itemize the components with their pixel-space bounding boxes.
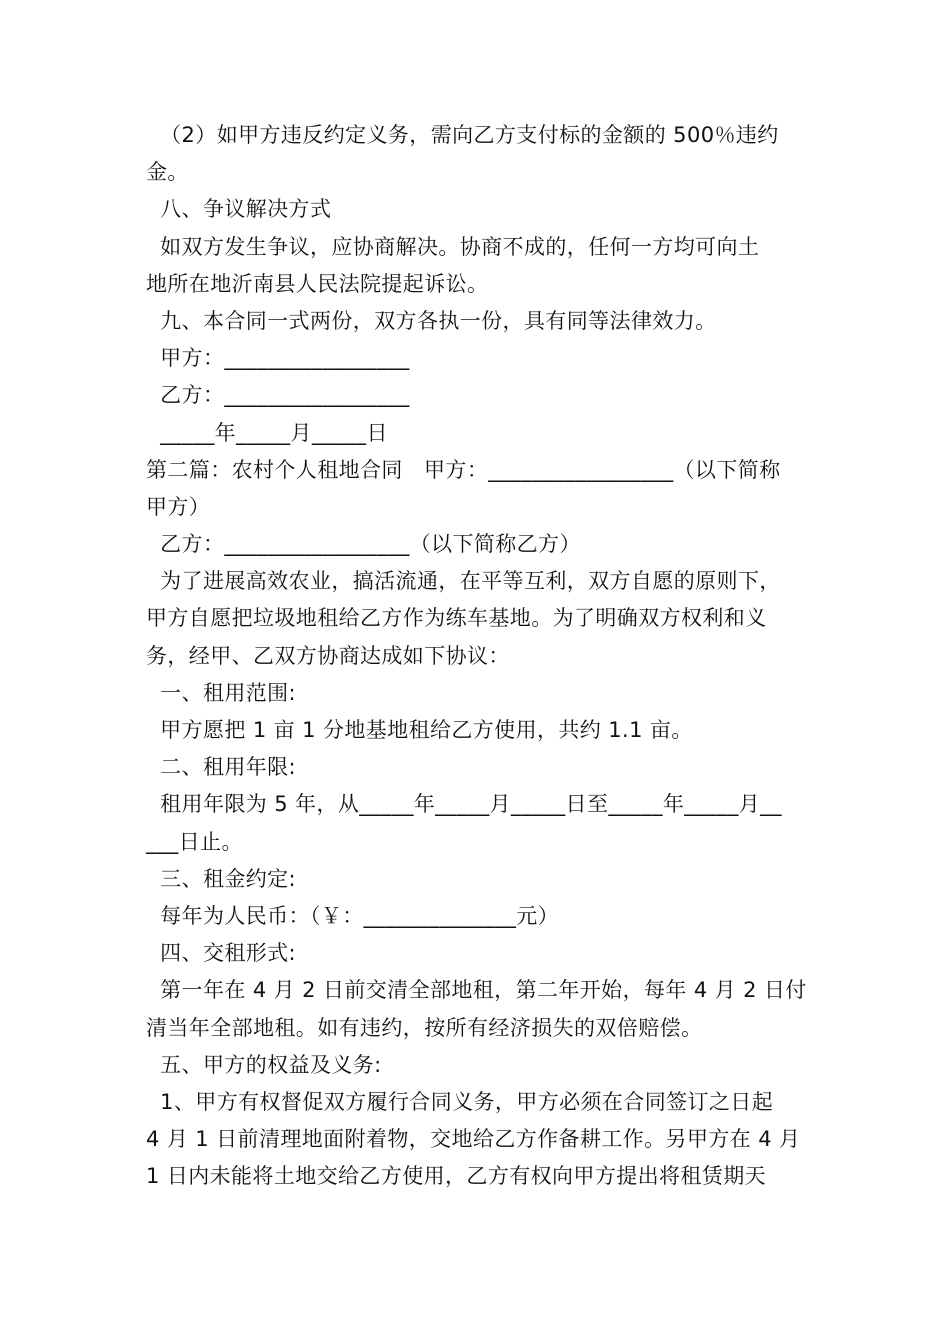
- section-heading: 三、租金约定:: [146, 866, 297, 891]
- text-line: （2）如甲方违反约定义务，需向乙方支付标的金额的 500％违约: [146, 123, 779, 147]
- chapter-title: 第二篇：农村个人租地合同 甲方：_________________（以下简称: [146, 457, 781, 482]
- text-line: 地所在地沂南县人民法院提起诉讼。: [146, 271, 489, 296]
- section-heading: 一、租用范围:: [146, 680, 297, 705]
- text-line: 1 日内未能将土地交给乙方使用，乙方有权向甲方提出将租赁期天: [146, 1164, 767, 1189]
- text-line: ___日止。: [146, 829, 243, 854]
- text-line: 甲方愿把 1 亩 1 分地基地租给乙方使用，共约 1.1 亩。: [146, 718, 693, 742]
- text-line: 1、甲方有权督促双方履行合同义务，甲方必须在合同签订之日起: [146, 1089, 774, 1114]
- section-heading: 二、租用年限:: [146, 755, 297, 780]
- text-line: 为了进展高效农业，搞活流通，在平等互利，双方自愿的原则下，: [146, 569, 781, 594]
- party-b-signature-line: 乙方：_________________: [146, 383, 410, 408]
- section-heading: 四、交租形式:: [146, 941, 297, 966]
- party-a-signature-line: 甲方：_________________: [146, 346, 410, 371]
- text-line: 租用年限为 5 年，从_____年_____月_____日至_____年_____月__: [146, 792, 782, 817]
- text-line: 甲方）: [146, 494, 211, 519]
- document-body: [146, 117, 811, 1195]
- text-line: 每年为人民币：（￥：______________元）: [146, 903, 560, 928]
- text-line: 甲方自愿把垃圾地租给乙方作为练车基地。为了明确双方权利和义: [146, 606, 767, 631]
- date-line: _____年_____月_____日: [146, 420, 388, 445]
- section-heading: 五、甲方的权益及义务:: [146, 1052, 382, 1077]
- text-line: 务，经甲、乙双方协商达成如下协议：: [146, 643, 510, 668]
- text-line: 九、本合同一式两份，双方各执一份，具有同等法律效力。: [146, 308, 717, 333]
- text-line: 清当年全部地租。如有违约，按所有经济损失的双倍赔偿。: [146, 1015, 703, 1040]
- text-line: 4 月 1 日前清理地面附着物，交地给乙方作备耕工作。另甲方在 4 月: [146, 1127, 801, 1152]
- text-line: 如双方发生争议，应协商解决。协商不成的，任何一方均可向土: [146, 234, 760, 259]
- text-line: 金。: [146, 160, 189, 185]
- party-b-line: 乙方：_________________（以下简称乙方）: [146, 532, 581, 557]
- section-heading: 八、争议解决方式: [146, 197, 332, 222]
- text-line: 第一年在 4 月 2 日前交清全部地租，第二年开始，每年 4 月 2 日付: [146, 978, 807, 1003]
